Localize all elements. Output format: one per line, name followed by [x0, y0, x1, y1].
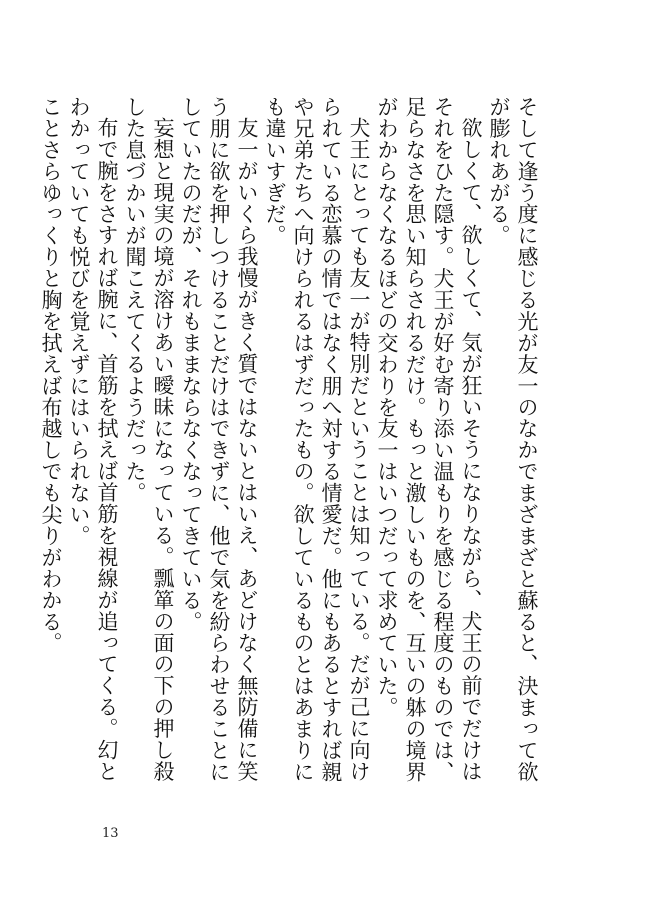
- paragraph-2: 欲しくて、欲しくて、気が狂いそうになりながら、犬王の前でだけはそれをひた隠す。犬王が好む寄り添い温もりを感じる程度のものでは、足らなさを思い知らされるだけ。もっと激しいものを、互いの躰の境界がわからなくなるほどの交わりを友一はいつだって求めていた。: [375, 96, 483, 783]
- paragraph-5: 妄想と現実の境が溶けあい曖昧になっている。瓢箪の面の下の押し殺した息づかいが聞こえてくるようだった。: [123, 96, 175, 782]
- page-number: 13: [102, 826, 119, 841]
- paragraph-1: そして逢う度に感じる光が友一のなかでまざまざと蘇ると、決まって欲が膨れあがる。: [487, 96, 539, 783]
- paragraph-4: 友一がいくら我慢がきく質ではないとはいえ、あどけなく無防備に笑う朋に欲を押しつけることだけはできずに、他で気を紛らわせることにしていたのだが、それもままならなくなってきている。: [179, 96, 259, 783]
- paragraph-3: 犬王にとっても友一が特別だということは知っている。だが己に向けられている恋慕の情ではなく朋へ対する情愛だ。他にもあるとすれば親や兄弟たちへ向けられるはずだったもの。欲しているものとはあまりにも違いすぎだ。: [263, 96, 371, 783]
- paragraph-6: 布で腕をさすれば腕に、首筋を拭えば首筋を視線が追ってくる。幻とわかっていても悦びを覚えずにはいられない。: [67, 96, 119, 782]
- paragraph-7: ことさらゆっくりと胸を拭えば布越しでも尖りがわかる。: [39, 96, 63, 654]
- vertical-text-block: [37, 96, 541, 796]
